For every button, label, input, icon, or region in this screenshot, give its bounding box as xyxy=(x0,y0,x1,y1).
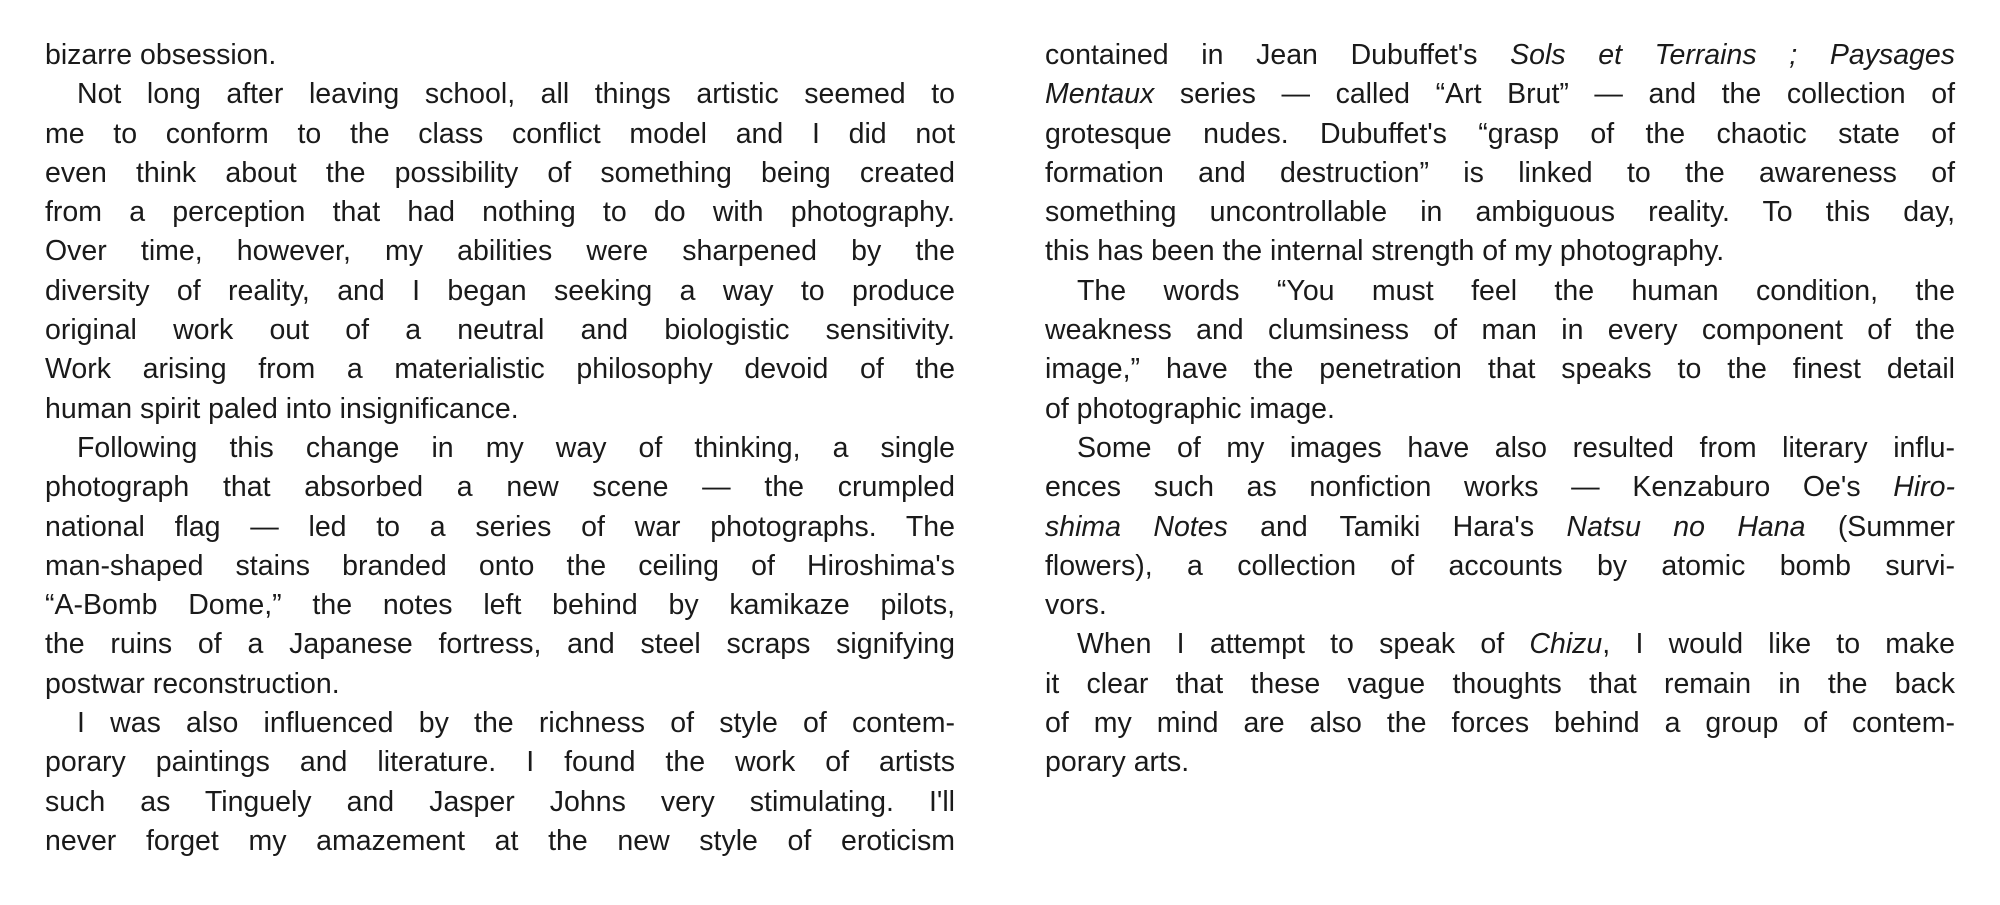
text-line xyxy=(1045,232,1955,271)
text-line xyxy=(1045,625,1955,664)
body-text: ences such as nonfiction works — Kenzaburo Oe's xyxy=(1045,471,1894,504)
text-line xyxy=(45,508,955,547)
text-line xyxy=(1045,193,1955,232)
body-text: Over time, however, my abilities were sharpened by the xyxy=(45,235,955,268)
body-text: me to conform to the class conflict model and I did not xyxy=(45,117,955,150)
body-text: it clear that these vague thoughts that remain in the back xyxy=(1045,667,1955,700)
body-text: man-shaped stains branded onto the ceiling of Hiroshima's xyxy=(45,549,955,582)
text-line xyxy=(45,36,955,75)
body-text: series — called “Art Brut” — and the collection of xyxy=(1154,78,1955,111)
body-text: something uncontrollable in ambiguous reality. To this day, xyxy=(1045,196,1955,229)
text-line xyxy=(45,193,955,232)
text-line xyxy=(45,272,955,311)
body-text: never forget my amazement at the new style of eroticism xyxy=(45,824,955,857)
body-text: vors. xyxy=(1045,589,1107,622)
body-text: flowers), a collection of accounts by atomic bomb survi- xyxy=(1045,549,1955,582)
text-line xyxy=(45,822,955,861)
text-line xyxy=(45,75,955,114)
body-text: of photographic image. xyxy=(1045,392,1335,425)
body-text: porary arts. xyxy=(1045,746,1190,779)
text-line xyxy=(1045,75,1955,114)
text-line xyxy=(1045,154,1955,193)
text-line xyxy=(1045,272,1955,311)
body-text: Some of my images have also resulted from literary influ- xyxy=(1077,431,1955,464)
body-text: such as Tinguely and Jasper Johns very stimulating. I'll xyxy=(45,785,955,818)
body-text: grotesque nudes. Dubuffet's “grasp of the chaotic state of xyxy=(1045,117,1955,150)
text-line xyxy=(45,704,955,743)
body-text: Work arising from a materialistic philosophy devoid of the xyxy=(45,353,955,386)
italic-title-text: shima Notes xyxy=(1045,510,1228,543)
text-line xyxy=(45,429,955,468)
body-text: formation and destruction” is linked to the awareness of xyxy=(1045,156,1955,189)
text-column-left xyxy=(45,36,955,861)
text-line xyxy=(45,468,955,507)
text-line xyxy=(1045,508,1955,547)
text-line xyxy=(45,232,955,271)
text-line xyxy=(45,783,955,822)
body-text: the ruins of a Japanese fortress, and steel scraps signifying xyxy=(45,628,955,661)
body-text: porary paintings and literature. I found the work of artists xyxy=(45,746,955,779)
text-line xyxy=(1045,36,1955,75)
text-line xyxy=(1045,311,1955,350)
italic-title-text: Chizu xyxy=(1529,628,1603,661)
body-text: human spirit paled into insignificance. xyxy=(45,392,519,425)
text-column-right xyxy=(1045,36,1955,783)
body-text: bizarre obsession. xyxy=(45,39,277,71)
body-text: Not long after leaving school, all things artistic seemed to xyxy=(77,78,955,111)
body-text: this has been the internal strength of my photography. xyxy=(1045,235,1725,268)
body-text: national flag — led to a series of war photographs. The xyxy=(45,510,955,543)
body-text: of my mind are also the forces behind a group of contem- xyxy=(1045,707,1955,740)
text-line xyxy=(45,115,955,154)
text-line xyxy=(45,311,955,350)
body-text: and Tamiki Hara's xyxy=(1227,510,1567,543)
body-text: from a perception that had nothing to do with photography. xyxy=(45,196,955,229)
italic-title-text: Natsu no Hana xyxy=(1566,510,1806,543)
text-line xyxy=(1045,743,1955,782)
body-text: original work out of a neutral and biologistic sensitivity. xyxy=(45,314,955,347)
body-text: postwar reconstruction. xyxy=(45,667,340,700)
body-text: “A-Bomb Dome,” the notes left behind by kamikaze pilots, xyxy=(45,589,955,622)
text-line xyxy=(45,625,955,664)
body-text: Following this change in my way of thinking, a single xyxy=(77,431,955,464)
text-line xyxy=(45,547,955,586)
body-text: When I attempt to speak of xyxy=(1077,628,1530,661)
text-line xyxy=(1045,547,1955,586)
body-text: , I would like to make xyxy=(1602,628,1955,661)
text-line xyxy=(1045,350,1955,389)
body-text: even think about the possibility of something being created xyxy=(45,156,955,189)
text-line xyxy=(45,586,955,625)
text-line xyxy=(1045,704,1955,743)
text-line xyxy=(1045,429,1955,468)
body-text: weakness and clumsiness of man in every component of the xyxy=(1045,314,1955,347)
text-line xyxy=(1045,665,1955,704)
body-text: contained in Jean Dubuffet's xyxy=(1045,39,1511,71)
text-line xyxy=(45,390,955,429)
text-line xyxy=(45,743,955,782)
italic-title-text: Mentaux xyxy=(1045,78,1155,111)
body-text: image,” have the penetration that speaks to the finest detail xyxy=(1045,353,1955,386)
italic-title-text: Hiro- xyxy=(1893,471,1955,504)
text-line xyxy=(1045,468,1955,507)
body-text: (Summer xyxy=(1805,510,1955,543)
text-line xyxy=(1045,115,1955,154)
body-text: I was also influenced by the richness of style of contem- xyxy=(77,707,955,740)
text-line xyxy=(1045,390,1955,429)
text-line xyxy=(1045,586,1955,625)
body-text: photograph that absorbed a new scene — the crumpled xyxy=(45,471,955,504)
body-text: diversity of reality, and I began seeking a way to produce xyxy=(45,274,955,307)
body-text: The words “You must feel the human condition, the xyxy=(1077,274,1955,307)
italic-title-text: Sols et Terrains ; Paysages xyxy=(1510,39,1955,71)
text-line xyxy=(45,665,955,704)
text-line xyxy=(45,154,955,193)
text-line xyxy=(45,350,955,389)
